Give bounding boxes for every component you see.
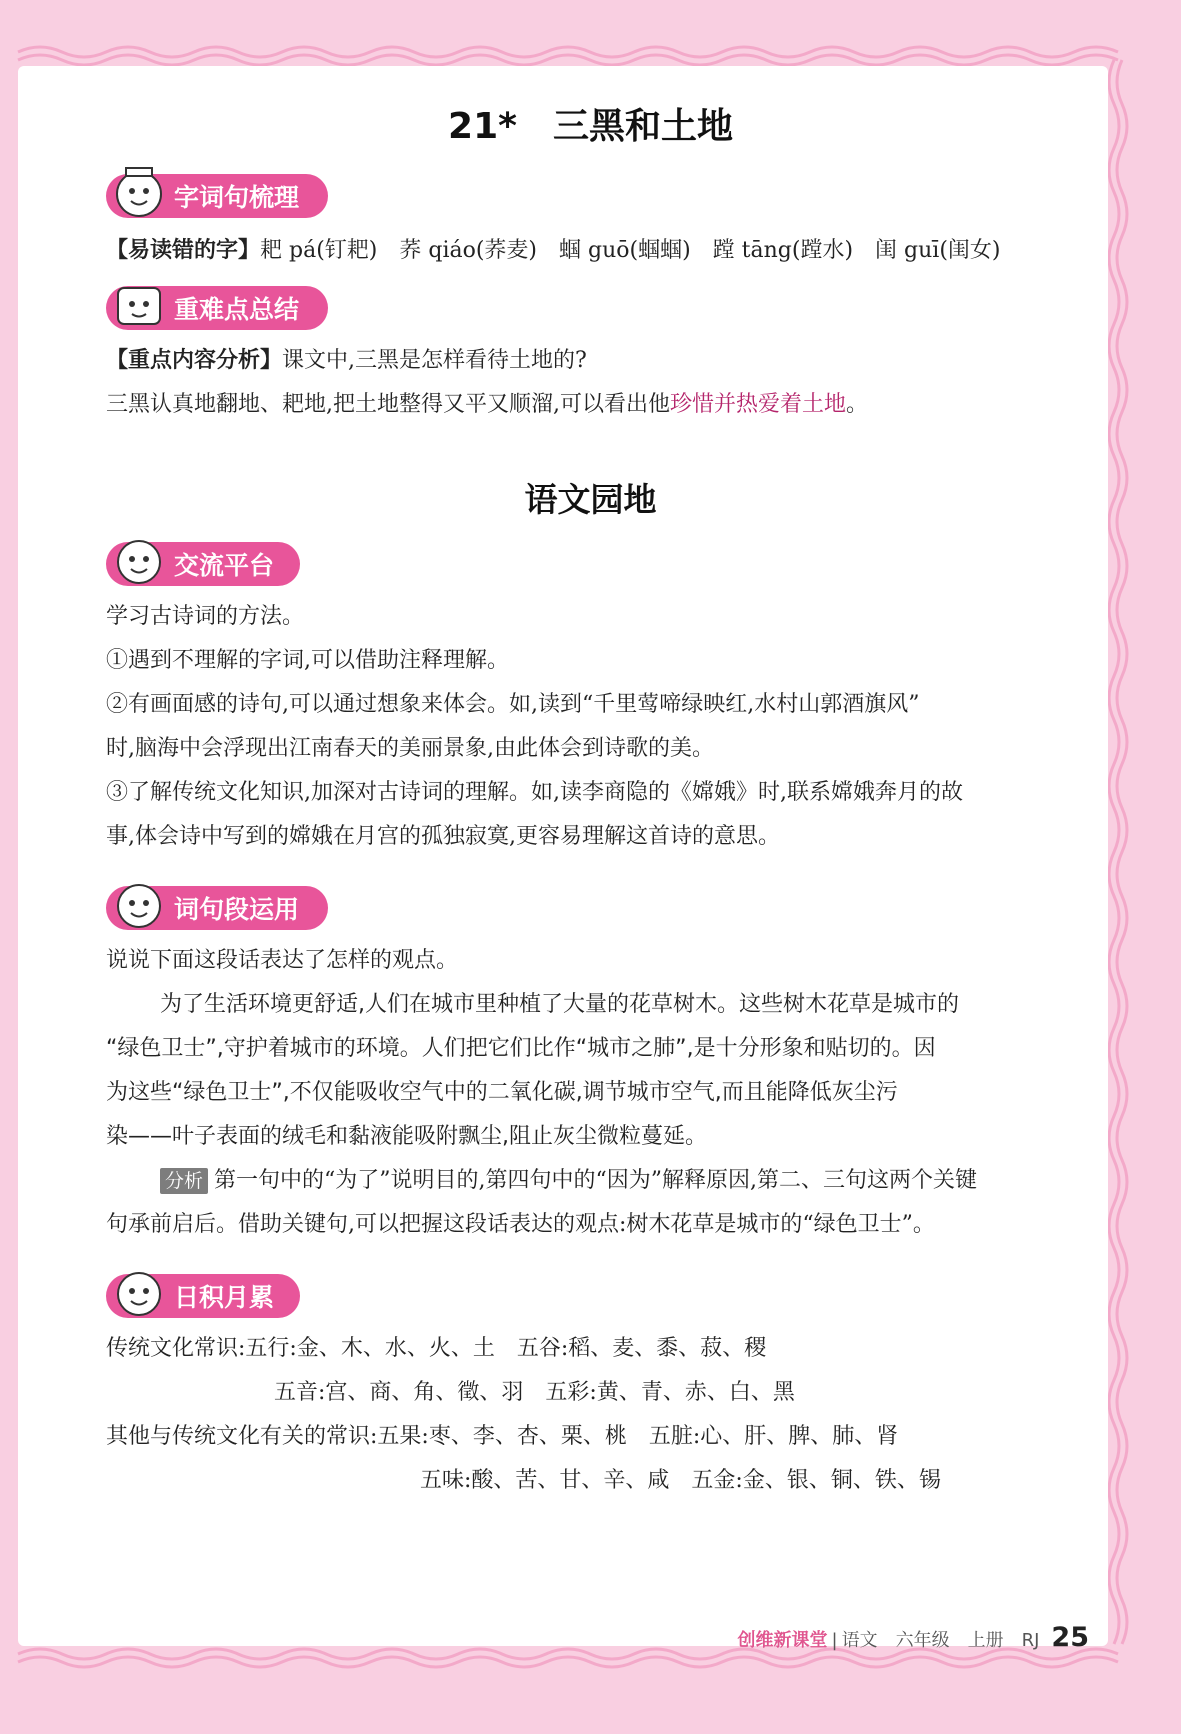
misread-text: 耙 pá(钉耙) 荞 qiáo(荞麦) 蝈 guō(蝈蝈) 蹚 tāng(蹚水) 闺 guī(闺女)	[260, 238, 1001, 263]
analysis-line: 句承前启后。借助关键句,可以把握这段话表达的观点:树木花草是城市的“绿色卫士”。	[106, 1212, 935, 1237]
badge-label: 字词句梳理	[174, 183, 300, 212]
footer-brand: 创维新课堂	[737, 1630, 828, 1651]
page-footer	[738, 1622, 1089, 1653]
exchange-line: 时,脑海中会浮现出江南春天的美丽景象,由此体会到诗歌的美。	[106, 736, 714, 761]
badge-label: 重难点总结	[174, 295, 300, 324]
page-number: 25	[1051, 1622, 1089, 1653]
mascot-icon	[110, 532, 168, 590]
culture-line: 五音:宫、商、角、徵、羽 五彩:黄、青、赤、白、黑	[274, 1380, 795, 1405]
section-badge-accumulation	[106, 1274, 300, 1318]
key-content-question-text: 课文中,三黑是怎样看待土地的?	[282, 348, 587, 373]
mascot-icon	[110, 276, 168, 334]
paragraph-line: 为了生活环境更舒适,人们在城市里种植了大量的花草树木。这些树木花草是城市的	[160, 992, 959, 1017]
easy-misread-line	[106, 236, 1001, 266]
usage-prompt: 说说下面这段话表达了怎样的观点。	[106, 948, 459, 973]
lesson-number: 21*	[448, 106, 517, 147]
culture-line: 五味:酸、苦、甘、辛、咸 五金:金、银、铜、铁、锡	[420, 1468, 941, 1493]
garden-title: 语文园地	[524, 480, 657, 519]
mascot-icon	[110, 876, 168, 934]
mascot-icon	[110, 1264, 168, 1322]
lesson-name: 三黑和土地	[552, 106, 733, 147]
badge-label: 交流平台	[174, 551, 275, 580]
exchange-line: 事,体会诗中写到的嫦娥在月宫的孤独寂寞,更容易理解这首诗的意思。	[106, 824, 780, 849]
culture-line: 其他与传统文化有关的常识:五果:枣、李、杏、栗、桃 五脏:心、肝、脾、肺、肾	[106, 1424, 899, 1449]
misread-label: 【易读错的字】	[106, 238, 261, 263]
answer-prefix: 三黑认真地翻地、耙地,把土地整得又平又顺溜,可以看出他	[106, 392, 670, 417]
key-content-answer	[106, 390, 868, 420]
exchange-line: 学习古诗词的方法。	[106, 604, 305, 629]
footer-divider: |	[831, 1630, 838, 1651]
analysis-line	[160, 1166, 977, 1196]
answer-suffix: 。	[846, 392, 869, 417]
lesson-title	[0, 98, 1181, 149]
badge-label: 词句段运用	[174, 895, 300, 924]
exchange-line: ②有画面感的诗句,可以通过想象来体会。如,读到“千里莺啼绿映红,水村山郭酒旗风”	[106, 692, 920, 717]
section-badge-words	[106, 174, 328, 218]
culture-line: 传统文化常识:五行:金、木、水、火、土 五谷:稻、麦、黍、菽、稷	[106, 1336, 767, 1361]
paragraph-line: 为这些“绿色卫士”,不仅能吸收空气中的二氧化碳,调节城市空气,而且能降低灰尘污	[106, 1080, 898, 1105]
section-badge-exchange	[106, 542, 300, 586]
key-content-question	[106, 346, 587, 376]
mascot-icon	[110, 164, 168, 222]
key-content-label: 【重点内容分析】	[106, 348, 283, 373]
analysis-tag: 分析	[160, 1168, 208, 1194]
exchange-line: ③了解传统文化知识,加深对古诗词的理解。如,读李商隐的《嫦娥》时,联系嫦娥奔月的故	[106, 780, 963, 805]
section-badge-key-points	[106, 286, 328, 330]
badge-label: 日积月累	[174, 1283, 275, 1312]
section-badge-usage	[106, 886, 328, 930]
answer-emphasis: 珍惜并热爱着土地	[670, 392, 847, 417]
footer-info: 语文 六年级 上册 RJ	[841, 1630, 1040, 1651]
paragraph-line: “绿色卫士”,守护着城市的环境。人们把它们比作“城市之肺”,是十分形象和贴切的。因	[106, 1036, 936, 1061]
analysis-text: 第一句中的“为了”说明目的,第四句中的“因为”解释原因,第二、三句这两个关键	[214, 1168, 977, 1193]
exchange-line: ①遇到不理解的字词,可以借助注释理解。	[106, 648, 509, 673]
paragraph-line: 染——叶子表面的绒毛和黏液能吸附飘尘,阻止灰尘微粒蔓延。	[106, 1124, 707, 1149]
